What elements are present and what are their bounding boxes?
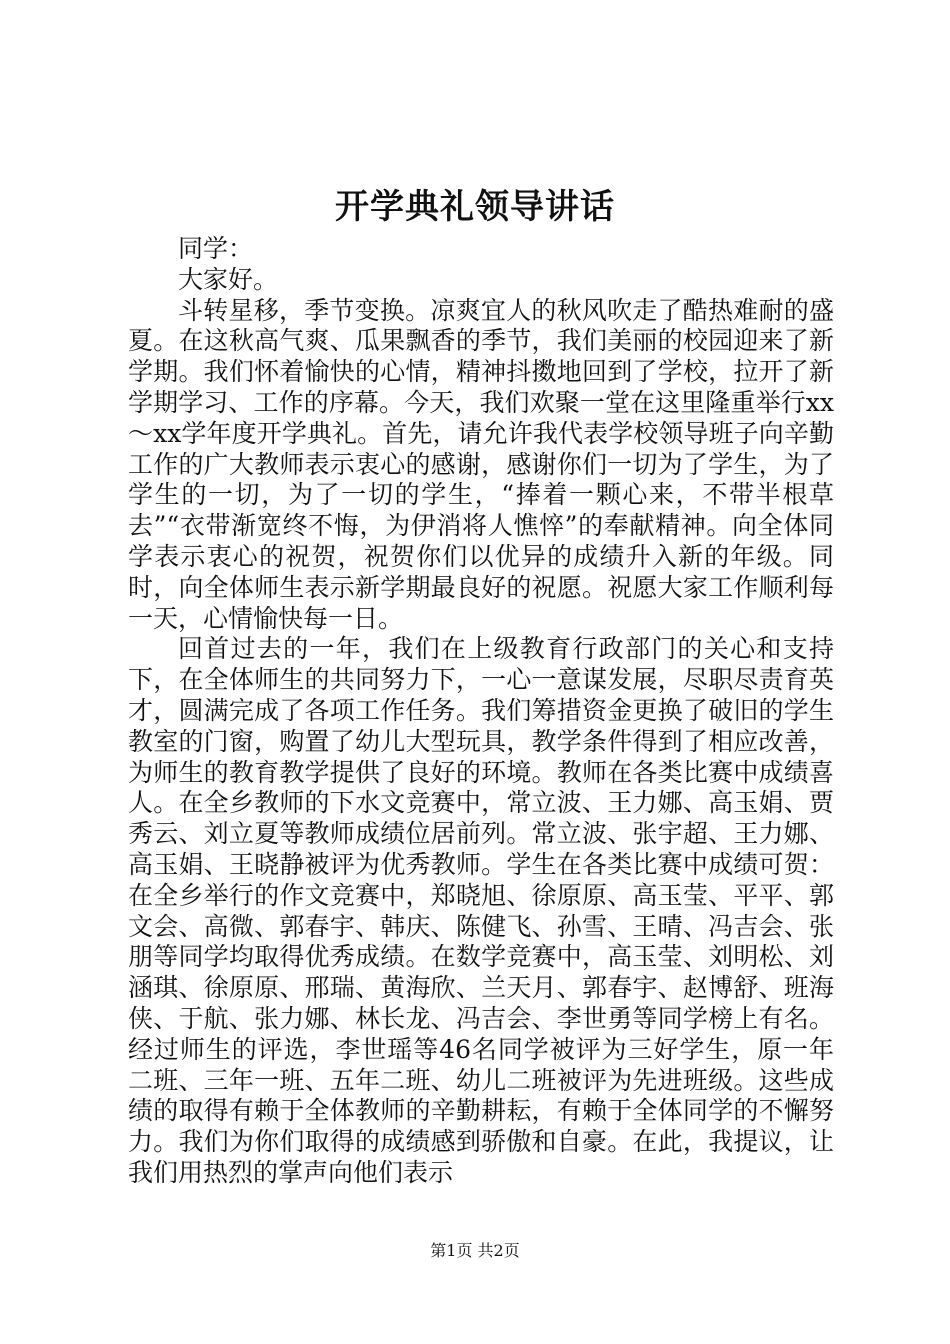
greeting-paragraph: 大家好。 bbox=[178, 264, 279, 294]
page-number-footer: 第1页 共2页 bbox=[430, 1241, 520, 1260]
document-body bbox=[128, 234, 834, 1189]
document-title: 开学典礼领导讲话 bbox=[335, 187, 615, 227]
body-paragraph: 回首过去的一年，我们在上级教育行政部门的关心和支持下，在全体师生的共同努力下，一心一意谋发展，尽职尽责育英才，圆满完成了各项工作任务。我们筹措资金更换了破旧的学生教室的门窗，购置了幼儿大型玩具，教学条件得到了相应改善，为师生的教育教学提供了良好的环境。教师在各类比赛中成绩喜人。在全乡教师的下水文竞赛中，常立波、王力娜、高玉娟、贾秀云、刘立夏等教师成绩位居前列。常立波、张宇超、王力娜、高玉娟、王晓静被评为优秀教师。学生在各类比赛中成绩可贺：在全乡举行的作文竞赛中，郑晓旭、徐原原、高玉莹、平平、郭文会、高微、郭春宇、韩庆、陈健飞、孙雪、王晴、冯吉会、张朋等同学均取得优秀成绩。在数学竞赛中，高玉莹、刘明松、刘涵琪、徐原原、邢瑞、黄海欣、兰天月、郭春宇、赵博舒、班海侠、于航、张力娜、林长龙、冯吉会、李世勇等同学榜上有名。经过师生的评选，李世瑶等46名同学被评为三好学生，原一年二班、三年一班、五年二班、幼儿二班被评为先进班级。这些成绩的取得有赖于全体教师的辛勤耕耘，有赖于全体同学的不懈努力。我们为你们取得的成绩感到骄傲和自豪。在此，我提议，让我们用热烈的掌声向他们表示 bbox=[128, 634, 834, 1187]
salutation-paragraph: 同学： bbox=[178, 234, 254, 263]
body-paragraph: 斗转星移，季节变换。凉爽宜人的秋风吹走了酷热难耐的盛夏。在这秋高气爽、瓜果飘香的季节，我们美丽的校园迎来了新学期。我们怀着愉快的心情，精神抖擞地回到了学校，拉开了新学期学习、工作的序幕。今天，我们欢聚一堂在这里隆重举行xx～xx学年度开学典礼。首先，请允许我代表学校领导班子向辛勤工作的广大教师表示衷心的感谢，感谢你们一切为了学生，为了学生的一切，为了一切的学生，“捧着一颗心来，不带半根草去”“衣带渐宽终不悔，为伊消将人憔悴”的奉献精神。向全体同学表示衷心的祝贺，祝贺你们以优异的成绩升入新的年级。同时，向全体师生表示新学期最良好的祝愿。祝愿大家工作顺利每一天，心情愉快每一日。 bbox=[128, 295, 834, 633]
